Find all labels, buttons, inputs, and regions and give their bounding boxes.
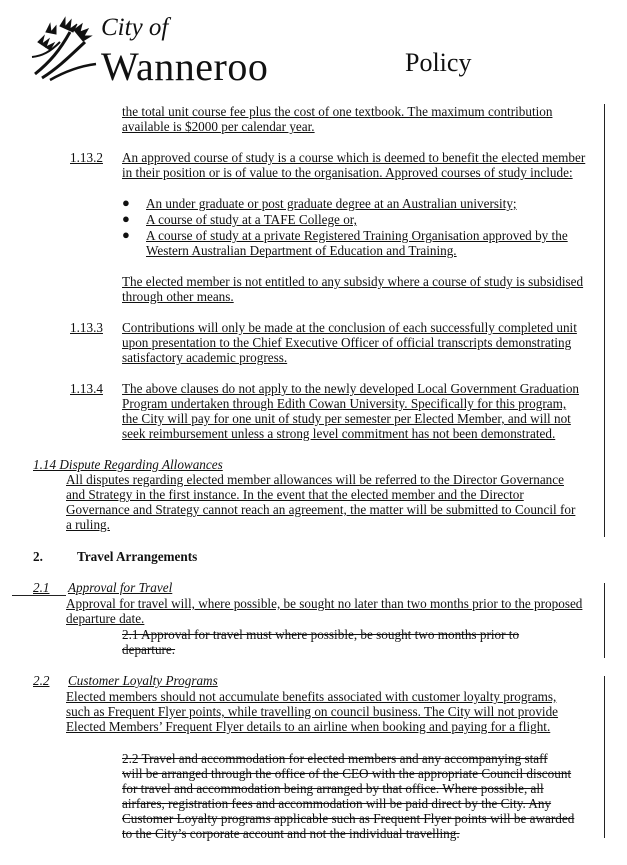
deleted-text: will be arranged through the office of the CEO with the appropriate Council discount — [122, 766, 572, 781]
subsection-title: Approval for Travel — [68, 580, 173, 595]
document-type: Policy — [405, 48, 472, 77]
bullet-icon: ● — [122, 195, 130, 210]
body-line: such as Frequent Flyer points, while travelling on council business. The City will not provide — [66, 704, 559, 719]
change-bar — [604, 583, 605, 658]
list-item: An under graduate or post graduate degree at an Australian university; — [146, 196, 517, 211]
body-line: satisfactory academic progress. — [122, 350, 288, 365]
change-bar — [604, 104, 605, 537]
revision-line — [12, 595, 66, 596]
subsection-number: 2.2 — [33, 673, 50, 688]
body-line: upon presentation to the Chief Executive Officer of official transcripts demonstrating — [122, 335, 572, 350]
list-item: A course of study at a private Registered Training Organisation approved by the — [146, 228, 568, 243]
body-line: available is $2000 per calendar year. — [122, 119, 315, 134]
section-title: Travel Arrangements — [77, 549, 198, 564]
body-line: in their position or is of value to the organisation. Approved courses of study include: — [122, 165, 573, 180]
bullet-icon: ● — [122, 211, 130, 226]
deleted-text: Customer Loyalty programs applicable such as Frequent Flyer points will be awarded — [122, 811, 575, 826]
list-item: A course of study at a TAFE College or, — [146, 212, 357, 227]
section-number: 2. — [33, 549, 43, 564]
body-line: the total unit course fee plus the cost of one textbook. The maximum contribution — [122, 104, 553, 119]
section-heading: 1.14 Dispute Regarding Allowances — [33, 457, 223, 472]
org-name-line2: Wanneroo — [101, 44, 269, 89]
clause-number: 1.13.4 — [70, 381, 103, 396]
city-logo — [30, 12, 100, 82]
body-line: Program undertaken through Edith Cowan University. Specifically for this program, — [122, 396, 567, 411]
body-line: The above clauses do not apply to the newly developed Local Government Graduation — [122, 381, 580, 396]
body-line: departure date. — [66, 611, 145, 626]
deleted-text: 2.1 Approval for travel must where possible, be sought two months prior to — [122, 627, 520, 642]
clause-number: 1.13.3 — [70, 320, 103, 335]
list-item: Western Australian Department of Education and Training. — [146, 243, 457, 258]
deleted-text: to the City’s corporate account and not the individual travelling. — [122, 826, 460, 841]
clause-number: 1.13.2 — [70, 150, 103, 165]
bullet-icon: ● — [122, 227, 130, 242]
body-line: a ruling. — [66, 517, 110, 532]
body-line: Approval for travel will, where possible, be sought no later than two months prior to the proposed — [66, 596, 583, 611]
kangaroo-paw-logo-icon — [30, 12, 100, 82]
body-line: and Strategy in the first instance. In the event that the elected member and the Director — [66, 487, 524, 502]
body-line: Contributions will only be made at the conclusion of each successfully completed unit — [122, 320, 577, 335]
deleted-text: for travel and accommodation being arranged by that office. Where possible, all — [122, 781, 544, 796]
body-line: Governance and Strategy cannot reach an agreement, the matter will be submitted to Council for — [66, 502, 576, 517]
body-line: the City will pay for one unit of study per semester per Elected Member, and will not — [122, 411, 571, 426]
body-line: Elected members should not accumulate benefits associated with customer loyalty programs, — [66, 689, 557, 704]
deleted-text: departure. — [122, 642, 176, 657]
change-bar — [604, 676, 605, 838]
org-name-line1: City of — [101, 14, 169, 41]
body-line: through other means. — [122, 289, 234, 304]
body-line: seek reimbursement unless a strong level commitment has not been demonstrated. — [122, 426, 556, 441]
body-line: The elected member is not entitled to any subsidy where a course of study is subsidised — [122, 274, 584, 289]
deleted-text: airfares, registration fees and accommodation will be paid direct by the City. Any — [122, 796, 552, 811]
body-line: All disputes regarding elected member allowances will be referred to the Director Governance — [66, 472, 564, 487]
body-line: An approved course of study is a course which is deemed to benefit the elected member — [122, 150, 586, 165]
body-line: Elected Members’ Frequent Flyer details to an airline when booking and paying for a flight. — [66, 719, 551, 734]
deleted-text: 2.2 Travel and accommodation for elected members and any accompanying staff — [122, 751, 548, 766]
subsection-number: 2.1 — [33, 580, 50, 595]
subsection-title: Customer Loyalty Programs — [68, 673, 218, 688]
